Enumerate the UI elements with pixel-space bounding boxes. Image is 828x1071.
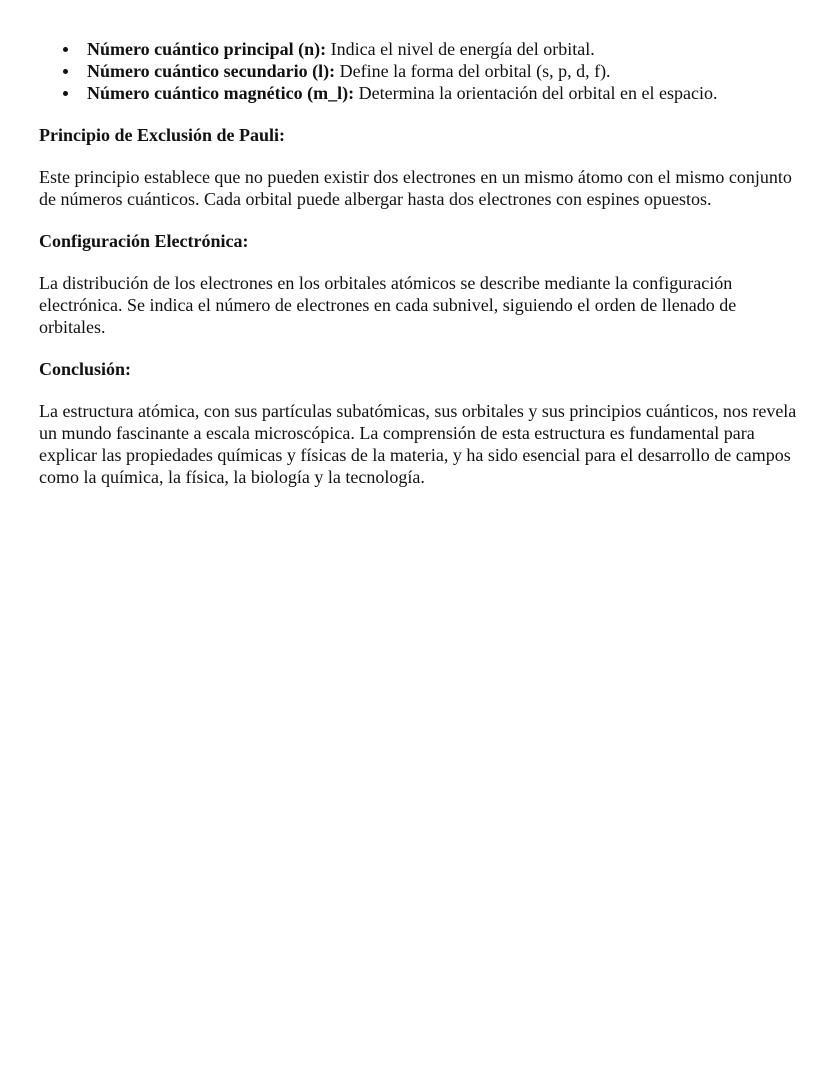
list-item-term: Número cuántico magnético (m_l): xyxy=(87,83,355,103)
document-content xyxy=(39,38,799,488)
conclusion-heading: Conclusión: xyxy=(39,359,132,379)
list-item xyxy=(87,82,799,104)
configuration-heading: Configuración Electrónica: xyxy=(39,231,249,251)
list-item-term: Número cuántico secundario (l): xyxy=(87,61,336,81)
pauli-body: Este principio establece que no pueden existir dos electrones en un mismo átomo con el mismo conjunto de números cuánticos. Cada orbital puede albergar hasta dos electrones con espines opuestos. xyxy=(39,167,792,209)
configuration-body: La distribución de los electrones en los orbitales atómicos se describe mediante la configuración electrónica. Se indica el número de electrones en cada subnivel, siguiendo el orden de llenado de orbitales. xyxy=(39,273,737,337)
pauli-heading: Principio de Exclusión de Pauli: xyxy=(39,125,286,145)
list-item-text: Indica el nivel de energía del orbital. xyxy=(326,39,595,59)
list-item-term: Número cuántico principal (n): xyxy=(87,39,327,59)
quantum-numbers-list xyxy=(39,38,799,104)
conclusion-body: La estructura atómica, con sus partículas subatómicas, sus orbitales y sus principios cuánticos, nos revela un mundo fascinante a escala microscópica. La comprensión de esta estructura es fundamental para explicar las propiedades químicas y físicas de la materia, y ha sido esencial para el desarrollo de campos como la química, la física, la biología y la tecnología. xyxy=(39,401,797,487)
list-item-text: Determina la orientación del orbital en el espacio. xyxy=(354,83,718,103)
list-item-text: Define la forma del orbital (s, p, d, f). xyxy=(335,61,611,81)
list-item xyxy=(87,60,799,82)
list-item xyxy=(87,38,799,60)
